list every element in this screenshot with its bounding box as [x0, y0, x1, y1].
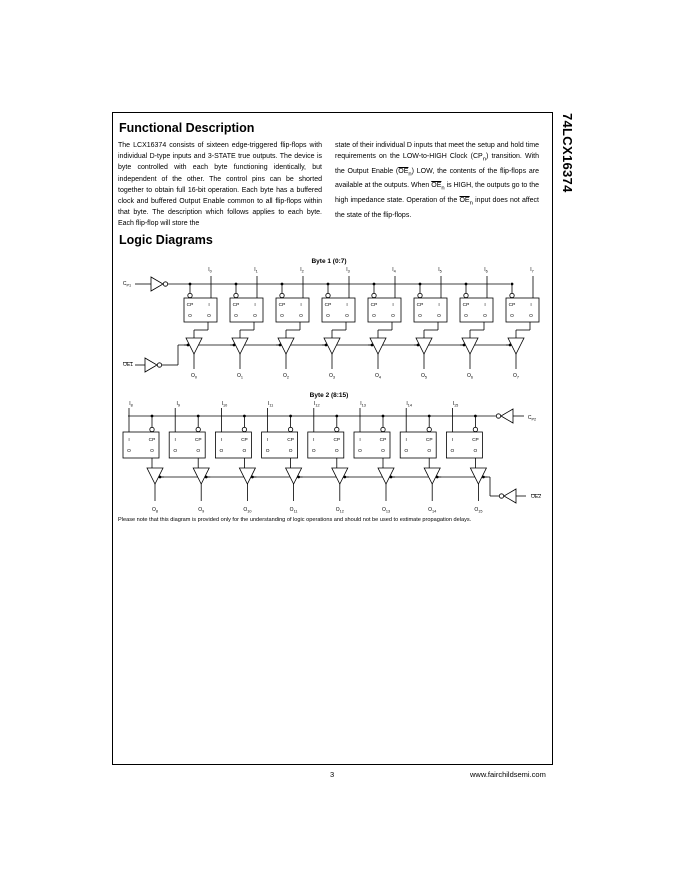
byte2-output-label: $O_{12}$: [335, 507, 344, 514]
ff-o-label: O: [253, 314, 257, 319]
ff-o-label: O: [372, 314, 376, 319]
byte1-clock-bubble: [510, 293, 514, 297]
ff-o-label: O: [510, 314, 514, 319]
functional-description-heading: Functional Description: [119, 121, 255, 135]
byte2-flipflop: [308, 432, 344, 458]
byte1-input-label: $I_7$: [530, 267, 534, 274]
ff-i-label: I: [208, 303, 210, 308]
byte2-input-label: $I_{14}$: [406, 401, 413, 408]
ff-cp-label: CP: [370, 303, 378, 308]
byte1-input-label: $I_1$: [254, 267, 258, 274]
byte2-output-label: $O_9$: [198, 507, 205, 514]
byte2-flipflop: [262, 432, 298, 458]
ff-o-label: O: [427, 449, 432, 454]
cp2-bubble: [496, 414, 500, 418]
byte1-output-label: $O_3$: [328, 373, 336, 380]
byte1-clock-bubble: [418, 293, 422, 297]
byte2-input-label: $I_{15}$: [452, 401, 459, 408]
byte2-flipflop: [123, 432, 159, 458]
cp1-label: $C_{P1}$: [122, 281, 132, 288]
page-number: 3: [330, 770, 335, 779]
oe1-label: OE1: [122, 362, 134, 368]
ff-o-label: O: [483, 314, 487, 319]
ff-cp-label: CP: [194, 438, 202, 443]
footer-url: www.fairchildsemi.com: [470, 770, 546, 779]
byte2-input-label: $I_8$: [129, 401, 133, 408]
oe2-buffer: [504, 489, 516, 503]
ff-i-label: I: [484, 303, 486, 308]
functional-description-col2: state of their individual D inputs that meet the setup and hold time requirements on the LOW-to-HIGH Clock $(CP_n)$ transition. With the Output Enable $(\overline{OE}_n)$ LOW, the contents of the flip-flops are available at the outputs. When $\overline{OE}_n$ is HIGH, the outputs go to the high impedance state. Operation of the $\overline{OE}_n$ input does not affect the state of the flip-flops.: [335, 142, 539, 219]
oe1-buffer: [145, 358, 157, 372]
ff-cp-label: CP: [232, 303, 240, 308]
ff-i-label: I: [451, 438, 454, 443]
byte2-output-label: $O_{15}$: [474, 507, 483, 514]
ff-cp-label: CP: [287, 438, 294, 443]
oe2-label: OE2: [530, 494, 542, 500]
byte1-output-label: $O_1$: [236, 373, 244, 380]
byte2-input-label: $I_9$: [176, 401, 180, 408]
ff-cp-label: CP: [333, 438, 341, 443]
byte1-output-label: $O_0$: [190, 373, 198, 380]
ff-o-label: O: [173, 449, 178, 454]
byte2-input-label: $I_{10}$: [221, 401, 228, 408]
cp1-buffer: [151, 277, 163, 291]
ff-o-label: O: [288, 449, 293, 454]
ff-i-label: I: [392, 303, 394, 308]
side-title: 74LCX16374: [560, 113, 575, 193]
ff-cp-label: CP: [508, 303, 516, 308]
ff-o-label: O: [529, 314, 533, 319]
ff-o-label: O: [242, 449, 247, 454]
ff-o-label: O: [473, 449, 478, 454]
byte2-input-label: $I_{12}$: [313, 401, 320, 408]
byte2-output-label: $O_8$: [151, 507, 159, 514]
ff-i-label: I: [313, 438, 315, 443]
byte1-title: Byte 1 (0:7): [311, 258, 347, 265]
ff-o-label: O: [299, 314, 303, 319]
ff-o-label: O: [280, 314, 284, 319]
byte1-input-label: $I_6$: [484, 267, 488, 274]
ff-o-label: O: [219, 449, 224, 454]
byte1-clock-bubble: [326, 293, 330, 297]
byte2-output-label: $O_{11}$: [289, 507, 298, 514]
byte2-flipflop: [169, 432, 205, 458]
byte2-output-label: $O_{13}$: [381, 507, 391, 514]
byte2-output-label: $O_{14}$: [428, 507, 437, 514]
byte1-clock-bubble: [372, 293, 376, 297]
byte2-flipflop: [446, 432, 482, 458]
ff-o-label: O: [464, 314, 468, 319]
ff-cp-label: CP: [462, 303, 470, 308]
byte2-flipflop: [354, 432, 390, 458]
ff-o-label: O: [234, 314, 238, 319]
byte2-output-label: $O_{10}$: [243, 507, 252, 514]
logic-diagram: [118, 255, 543, 517]
ff-cp-label: CP: [472, 438, 479, 443]
functional-description-col1: The LCX16374 consists of sixteen edge-triggered flip-flops with individual D-type inputs and 3-STATE true outputs. The device is byte controlled with each byte functioning identically, but independent of the other. The control pins can be shorted together to obtain full 16-bit operation. Each byte has a buffered clock and buffered Output Enable common to all flip-flops within that byte. The description which follows applies to each byte. Each flip-flop will store the: [118, 142, 322, 228]
byte2-flipflop: [215, 432, 251, 458]
cp2-buffer: [501, 409, 513, 423]
byte1-output-label: $O_4$: [374, 373, 382, 380]
ff-o-label: O: [358, 449, 362, 454]
ff-cp-label: CP: [425, 438, 433, 443]
byte1-clock-bubble: [188, 293, 192, 297]
cp2-label: $C_{P2}$: [527, 415, 537, 422]
ff-o-label: O: [311, 449, 316, 454]
ff-o-label: O: [450, 449, 455, 454]
ff-o-label: O: [418, 314, 422, 319]
ff-i-label: I: [405, 438, 407, 443]
ff-i-label: I: [266, 438, 269, 443]
ff-o-label: O: [334, 449, 339, 454]
byte2-clock-bubble: [242, 427, 246, 431]
byte1-clock-bubble: [464, 293, 468, 297]
byte2-clock-bubble: [381, 427, 385, 431]
ff-o-label: O: [391, 314, 395, 319]
cp1-bubble: [163, 282, 167, 286]
byte1-input-label: $I_3$: [346, 267, 350, 274]
ff-o-label: O: [188, 314, 192, 319]
ff-cp-label: CP: [148, 438, 156, 443]
byte1-input-label: $I_5$: [438, 267, 442, 274]
ff-i-label: I: [128, 438, 130, 443]
ff-o-label: O: [127, 449, 131, 454]
ff-cp-label: CP: [379, 438, 387, 443]
ff-cp-label: CP: [416, 303, 424, 308]
ff-o-label: O: [345, 314, 349, 319]
byte1-input-label: $I_2$: [300, 267, 304, 274]
ff-cp-label: CP: [186, 303, 194, 308]
byte1-input-label: $I_0$: [208, 267, 212, 274]
byte2-title: Byte 2 (8:15): [309, 392, 349, 399]
ff-cp-label: CP: [278, 303, 286, 308]
byte1-output-label: $O_6$: [466, 373, 474, 380]
ff-i-label: I: [174, 438, 176, 443]
ff-i-label: I: [220, 438, 223, 443]
ff-i-label: I: [254, 303, 256, 308]
byte2-input-label: $I_{13}$: [360, 401, 366, 408]
ff-i-label: I: [530, 303, 532, 308]
ff-o-label: O: [207, 314, 211, 319]
logic-diagrams-heading: Logic Diagrams: [119, 233, 213, 247]
ff-o-label: O: [196, 449, 201, 454]
ff-i-label: I: [359, 438, 361, 443]
byte2-clock-bubble: [196, 427, 200, 431]
ff-cp-label: CP: [324, 303, 332, 308]
byte1-output-label: $O_7$: [512, 373, 520, 380]
byte1-output-label: $O_5$: [420, 373, 428, 380]
ff-i-label: I: [346, 303, 348, 308]
byte2-clock-bubble: [473, 427, 477, 431]
oe1-bubble: [157, 363, 161, 367]
byte1-clock-bubble: [234, 293, 238, 297]
byte2-clock-bubble: [427, 427, 431, 431]
byte2-flipflop: [400, 432, 436, 458]
ff-o-label: O: [404, 449, 409, 454]
byte1-clock-bubble: [280, 293, 284, 297]
ff-o-label: O: [150, 449, 154, 454]
byte2-clock-bubble: [288, 427, 292, 431]
byte1-input-label: $I_4$: [392, 267, 396, 274]
ff-o-label: O: [381, 449, 385, 454]
ff-i-label: I: [300, 303, 302, 308]
ff-o-label: O: [265, 449, 270, 454]
ff-i-label: I: [438, 303, 440, 308]
diagram-note: Please note that this diagram is provided only for the understanding of logic operations and should not be used to estimate propagation delays.: [118, 517, 472, 523]
oe2-bubble: [499, 494, 503, 498]
ff-o-label: O: [437, 314, 441, 319]
byte2-clock-bubble: [150, 427, 154, 431]
byte1-output-label: $O_2$: [282, 373, 290, 380]
byte2-clock-bubble: [335, 427, 339, 431]
ff-cp-label: CP: [241, 438, 248, 443]
byte2-input-label: $I_{11}$: [267, 401, 274, 408]
ff-o-label: O: [326, 314, 330, 319]
